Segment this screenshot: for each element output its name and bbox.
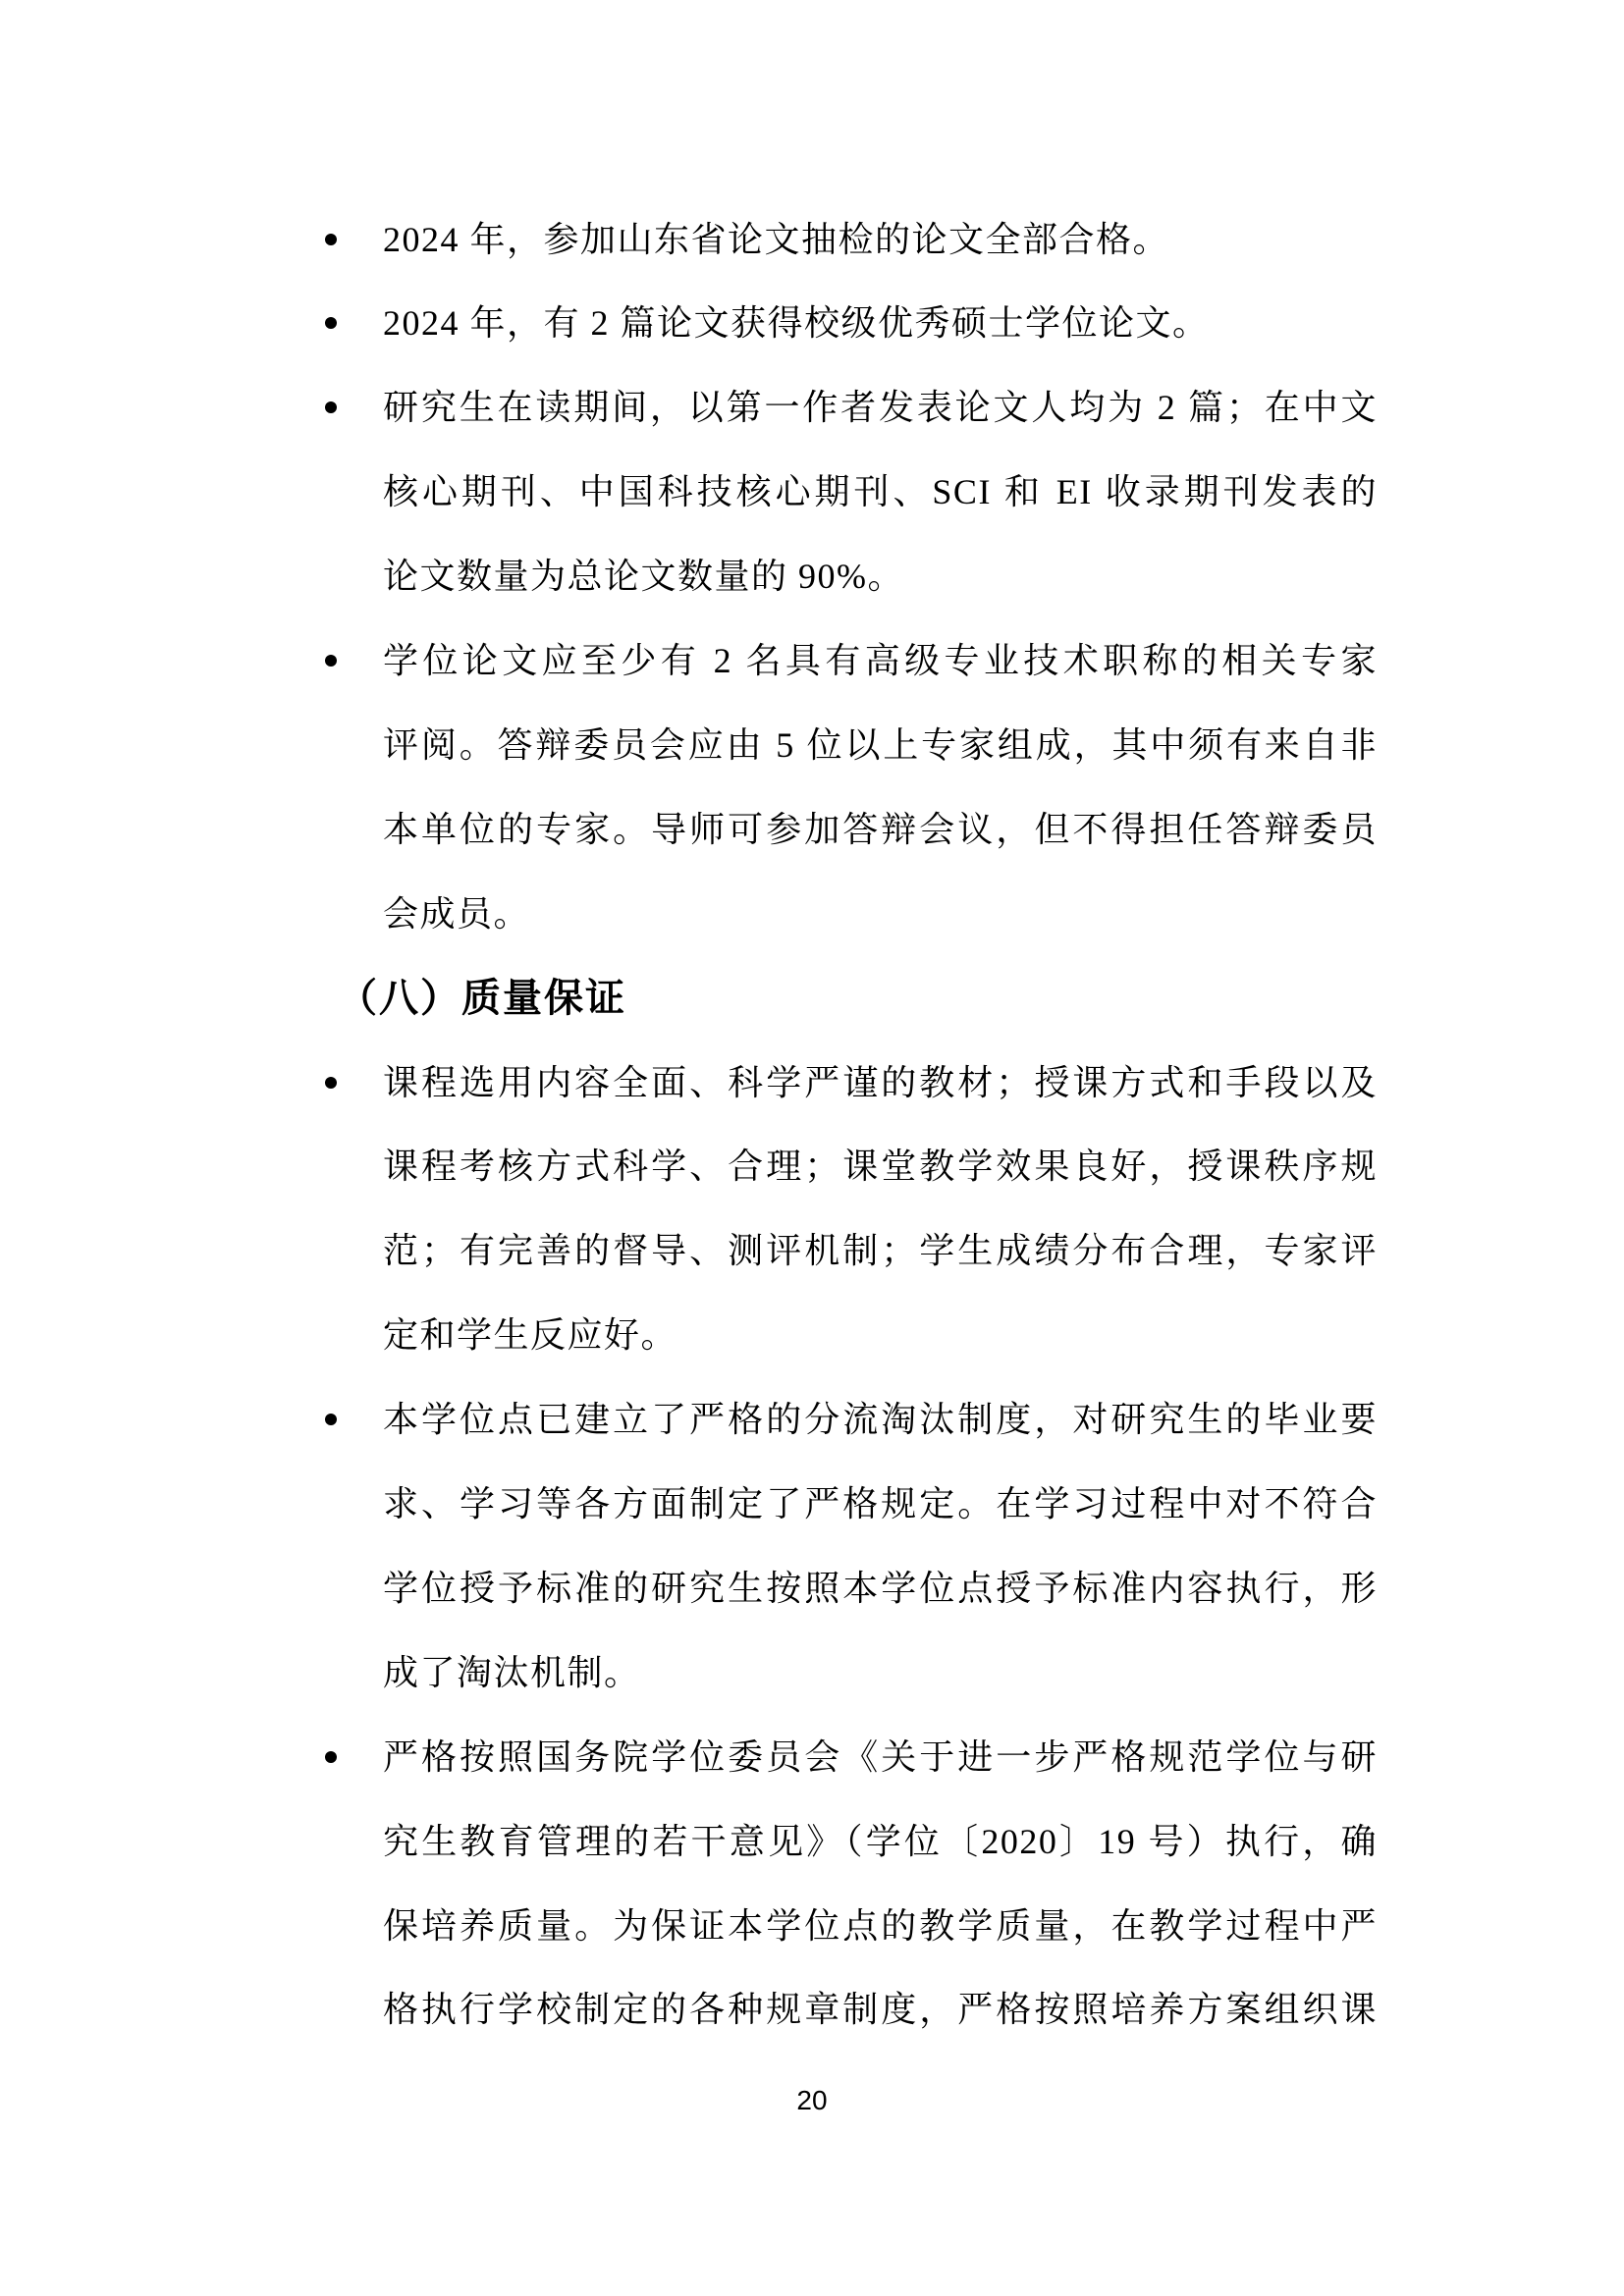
text-line: 2024 年，参加山东省论文抽检的论文全部合格。 bbox=[383, 220, 1170, 259]
page-number: 20 bbox=[796, 2085, 828, 2115]
text-line: 成了淘汰机制。 bbox=[383, 1653, 641, 1692]
text-line: 论文数量为总论文数量的 90%。 bbox=[383, 557, 904, 596]
text-line: 学位授予标准的研究生按照本学位点授予标准内容执行，形 bbox=[383, 1569, 1378, 1608]
text-line: 核心期刊、中国科技核心期刊、SCI 和 EI 收录期刊发表的 bbox=[383, 472, 1378, 511]
text-line: 研究生在读期间，以第一作者发表论文人均为 2 篇；在中文 bbox=[383, 388, 1378, 427]
text-line: 究生教育管理的若干意见》（学位〔2020〕19 号）执行，确 bbox=[383, 1822, 1378, 1861]
text-line: 会成员。 bbox=[383, 894, 531, 934]
text-line: 本单位的专家。导师可参加答辩会议，但不得担任答辩委员 bbox=[383, 810, 1378, 849]
bullet-icon bbox=[325, 1077, 337, 1089]
text-line: 保培养质量。为保证本学位点的教学质量，在教学过程中严 bbox=[383, 1906, 1378, 1946]
text-line: 严格按照国务院学位委员会《关于进一步严格规范学位与研 bbox=[383, 1737, 1378, 1777]
text-line: 学位论文应至少有 2 名具有高级专业技术职称的相关专家 bbox=[383, 641, 1378, 680]
text-line: 课程选用内容全面、科学严谨的教材；授课方式和手段以及 bbox=[383, 1063, 1378, 1102]
bullet-icon bbox=[325, 234, 337, 245]
bullet-icon bbox=[325, 1751, 337, 1763]
bullet-icon bbox=[325, 655, 337, 667]
bullet-icon bbox=[325, 1414, 337, 1425]
text-line: 求、学习等各方面制定了严格规定。在学习过程中对不符合 bbox=[383, 1484, 1378, 1523]
bullet-icon bbox=[325, 401, 337, 413]
text-line: 课程考核方式科学、合理；课堂教学效果良好，授课秩序规 bbox=[383, 1147, 1378, 1186]
text-line: 评阅。答辩委员会应由 5 位以上专家组成，其中须有来自非 bbox=[383, 725, 1378, 765]
section-heading: （八）质量保证 bbox=[338, 976, 626, 1020]
bullet-icon bbox=[325, 317, 337, 329]
text-line: 范；有完善的督导、测评机制；学生成绩分布合理，专家评 bbox=[383, 1231, 1378, 1270]
text-line: 定和学生反应好。 bbox=[383, 1315, 678, 1355]
text-line: 本学位点已建立了严格的分流淘汰制度，对研究生的毕业要 bbox=[383, 1400, 1378, 1439]
text-line: 2024 年，有 2 篇论文获得校级优秀硕士学位论文。 bbox=[383, 303, 1210, 343]
text-line: 格执行学校制定的各种规章制度，严格按照培养方案组织课 bbox=[383, 1990, 1378, 2029]
